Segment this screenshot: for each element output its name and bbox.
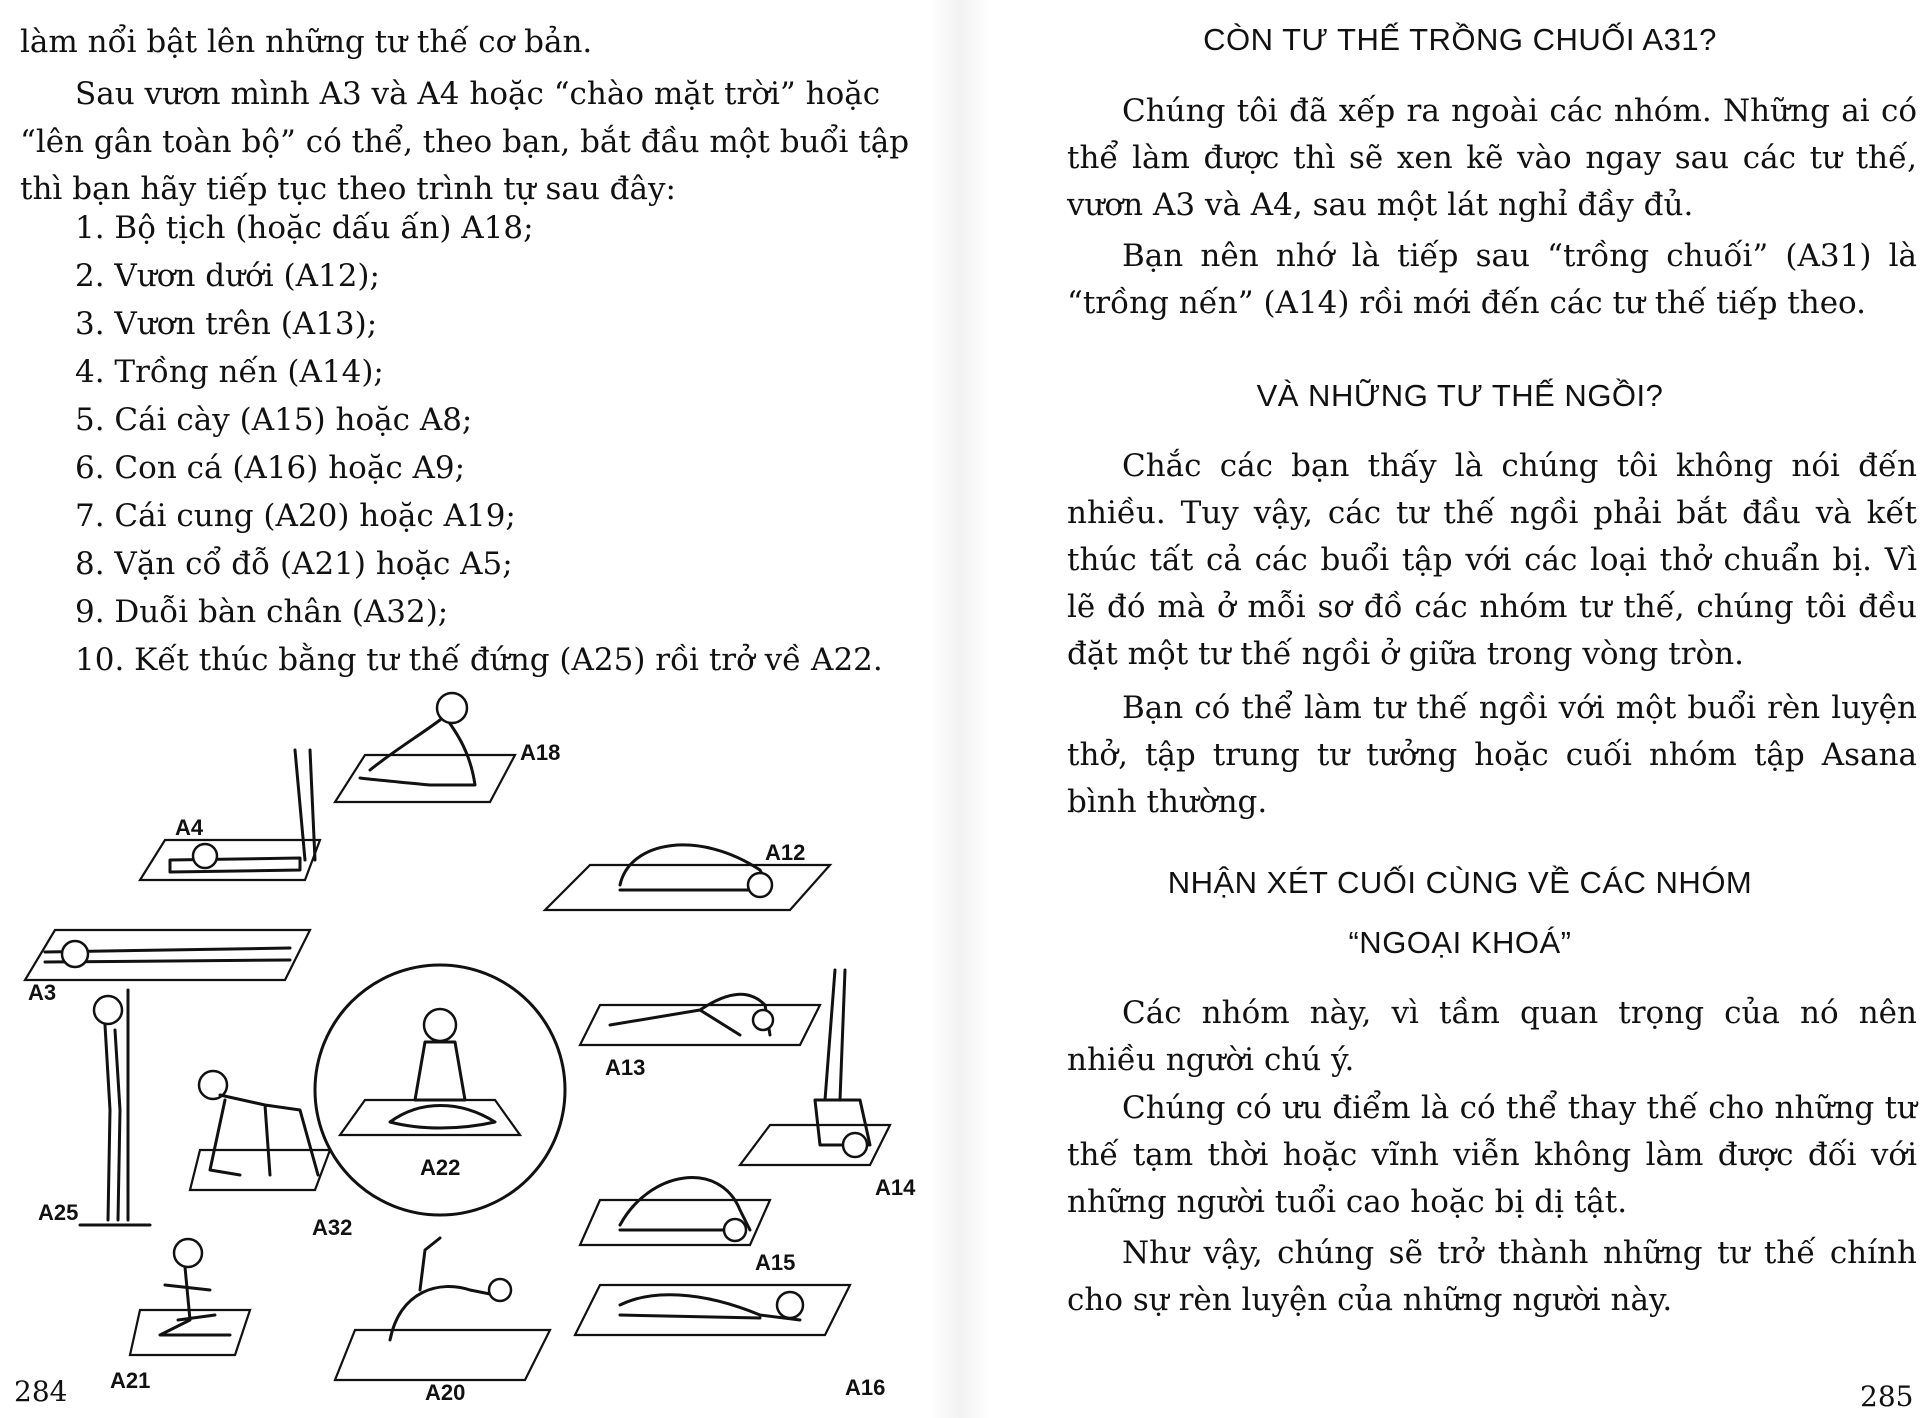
pose-label-a20: A20	[425, 1380, 466, 1405]
pose-a13-figure	[580, 994, 820, 1045]
paragraph: Như vậy, chúng sẽ trở thành những tư thế chính cho sự rèn luyện của những người này.	[1067, 1235, 1917, 1318]
heading-final-remarks: NHẬN XÉT CUỐI CÙNG VỀ CÁC NHÓM	[1167, 865, 1753, 900]
list-item: 4. Trồng nến (A14);	[75, 354, 384, 390]
pose-label-a12: A12	[765, 840, 806, 865]
list-item: 9. Duỗi bàn chân (A32);	[75, 594, 449, 630]
pose-a21-figure	[130, 1239, 250, 1355]
pose-a14-figure	[740, 970, 890, 1165]
pose-label-a16: A16	[845, 1375, 886, 1400]
pose-label-a4: A4	[175, 815, 204, 840]
left-first-line: làm nổi bật lên những tư thế cơ bản.	[20, 24, 593, 60]
yoga-poses-illustration	[0, 690, 916, 1418]
paragraph: Chúng tôi đã xếp ra ngoài các nhóm. Những ai có thể làm được thì sẽ xen kẽ vào ngay sau các tư thế, vươn A3 và A4, sau một lát nghỉ đầy đủ.	[1067, 93, 1917, 223]
paragraph: Chắc các bạn thấy là chúng tôi không nói đến nhiều. Tuy vậy, các tư thế ngồi phải bắt đầu và kết thúc tất cả các buổi tập với các loại thở chuẩn bị. Vì lẽ đó mà ở mỗi sơ đồ các nhóm tư thế, chúng tôi đều đặt một tư thế ngồi ở giữa trong vòng tròn.	[1067, 448, 1917, 672]
pose-a16-figure	[575, 1285, 850, 1335]
pose-label-a15: A15	[755, 1250, 796, 1275]
paragraph: Bạn có thể làm tư thế ngồi với một buổi rèn luyện thở, tập trung tư tưởng hoặc cuối nhóm tập Asana bình thường.	[1067, 690, 1917, 820]
right-page	[1010, 0, 1917, 1418]
pose-label-a25: A25	[38, 1200, 79, 1225]
page-number-right: 285	[1860, 1380, 1914, 1413]
heading-seated-poses: VÀ NHỮNG TƯ THẾ NGỒI?	[1256, 378, 1664, 413]
list-item: 1. Bộ tịch (hoặc dấu ấn) A18;	[75, 210, 534, 246]
pose-a25-figure	[80, 990, 150, 1225]
left-para-line: “lên gân toàn bộ” có thể, theo bạn, bắt đầu một buổi tập	[20, 124, 910, 160]
list-item: 10. Kết thúc bằng tư thế đứng (A25) rồi trở về A22.	[75, 642, 883, 678]
pose-label-a13: A13	[605, 1055, 646, 1080]
paragraph: Bạn nên nhớ là tiếp sau “trồng chuối” (A31) là “trồng nến” (A14) rồi mới đến các tư thế tiếp theo.	[1067, 238, 1917, 321]
list-item: 5. Cái cày (A15) hoặc A8;	[75, 402, 473, 438]
heading-handstand: CÒN TƯ THẾ TRỒNG CHUỐI A31?	[1203, 22, 1717, 57]
pose-a4-figure	[140, 750, 320, 880]
pose-a15-figure	[580, 1178, 770, 1245]
list-item: 2. Vươn dưới (A12);	[75, 258, 380, 294]
pose-label-a32: A32	[312, 1215, 353, 1240]
list-item: 8. Vặn cổ đỗ (A21) hoặc A5;	[75, 546, 513, 582]
left-para-line: thì bạn hãy tiếp tục theo trình tự sau đây:	[20, 171, 676, 207]
list-item: 6. Con cá (A16) hoặc A9;	[75, 450, 466, 486]
paragraph: Chúng có ưu điểm là có thể thay thế cho những tư thế tạm thời hoặc vĩnh viễn không làm được đối với những người tuổi cao hoặc bị dị tật.	[1067, 1090, 1917, 1220]
pose-label-a21: A21	[110, 1368, 151, 1393]
heading-final-remarks-quote: “NGOẠI KHOÁ”	[1348, 925, 1572, 960]
list-item: 3. Vươn trên (A13);	[75, 306, 378, 342]
pose-a3-figure	[25, 930, 310, 980]
pose-label-a3: A3	[28, 980, 57, 1005]
book-gutter	[930, 0, 990, 1418]
pose-a18-figure	[335, 693, 515, 802]
page-number-left: 284	[14, 1375, 68, 1408]
list-item: 7. Cái cung (A20) hoặc A19;	[75, 498, 516, 534]
left-page	[0, 0, 916, 1418]
pose-label-a18: A18	[520, 740, 561, 765]
left-para-line: Sau vươn mình A3 và A4 hoặc “chào mặt trời” hoặc	[75, 76, 881, 112]
pose-a32-figure	[190, 1071, 330, 1190]
pose-label-a14: A14	[875, 1175, 916, 1200]
pose-a20-figure	[335, 1238, 550, 1380]
pose-label-a22: A22	[420, 1155, 461, 1180]
paragraph: Các nhóm này, vì tầm quan trọng của nó nên nhiều người chú ý.	[1067, 995, 1917, 1078]
